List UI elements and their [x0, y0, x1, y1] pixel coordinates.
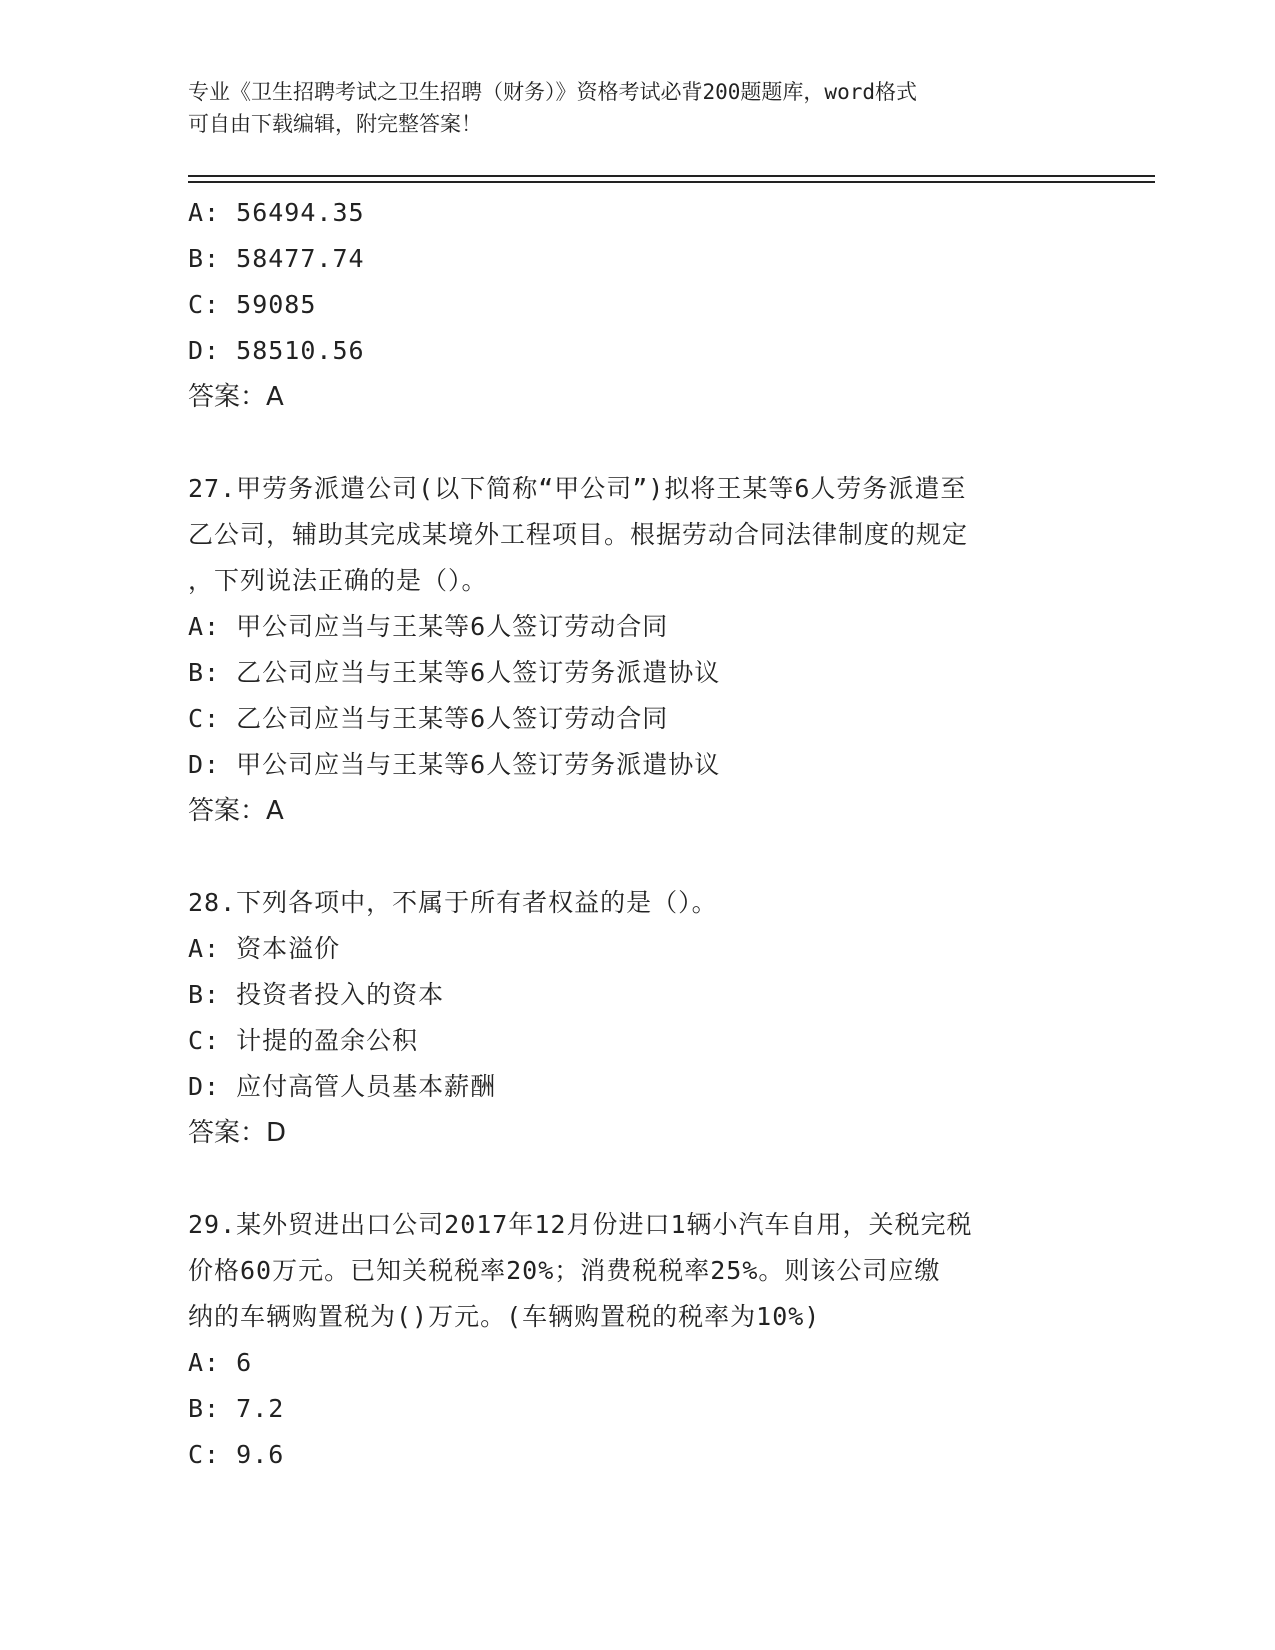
spacer: [188, 1156, 1068, 1202]
option-d: D: 甲公司应当与王某等6人签订劳务派遣协议: [188, 750, 721, 779]
question-stem-line: 纳的车辆购置税为()万元。(车辆购置税的税率为10%): [188, 1302, 821, 1331]
option-d: D: 应付高管人员基本薪酬: [188, 1072, 497, 1101]
document-header: [188, 76, 1068, 140]
spacer: [188, 834, 1068, 880]
option-d: D: 58510.56: [188, 336, 365, 365]
header-title-line-2: 可自由下载编辑，附完整答案！: [188, 112, 482, 136]
option-b: B: 58477.74: [188, 244, 365, 273]
answer-line: 答案：D: [188, 1118, 287, 1148]
spacer: [188, 420, 1068, 466]
option-a: A: 甲公司应当与王某等6人签订劳动合同: [188, 612, 669, 641]
question-29: [188, 1202, 1068, 1478]
answer-line: 答案：A: [188, 796, 284, 826]
question-stem-line: 27.甲劳务派遣公司(以下简称“甲公司”)拟将王某等6人劳务派遣至: [188, 474, 967, 503]
question-28: [188, 880, 1068, 1156]
answer-line: 答案：A: [188, 382, 284, 412]
question-stem-line: 乙公司，辅助其完成某境外工程项目。根据劳动合同法律制度的规定: [188, 520, 969, 549]
header-divider-bottom: [188, 181, 1155, 183]
question-27: [188, 466, 1068, 834]
question-list: [188, 190, 1068, 1478]
option-a: A: 6: [188, 1348, 253, 1377]
header-divider-top: [188, 175, 1155, 177]
option-a: A: 56494.35: [188, 198, 365, 227]
question-26-continued: [188, 190, 1068, 420]
option-c: C: 计提的盈余公积: [188, 1026, 419, 1055]
question-stem-line: 价格60万元。已知关税税率20%；消费税税率25%。则该公司应缴: [188, 1256, 941, 1285]
option-c: C: 59085: [188, 290, 317, 319]
option-b: B: 乙公司应当与王某等6人签订劳务派遣协议: [188, 658, 721, 687]
question-stem-line: 29.某外贸进出口公司2017年12月份进口1辆小汽车自用，关税完税: [188, 1210, 973, 1239]
option-b: B: 7.2: [188, 1394, 285, 1423]
question-stem-line: ，下列说法正确的是（）。: [188, 566, 488, 595]
header-title-line-1: 专业《卫生招聘考试之卫生招聘（财务）》资格考试必背200题题库，word格式: [188, 80, 917, 104]
option-c: C: 乙公司应当与王某等6人签订劳动合同: [188, 704, 669, 733]
option-c: C: 9.6: [188, 1440, 285, 1469]
question-stem-line: 28.下列各项中，不属于所有者权益的是（）。: [188, 888, 718, 917]
option-b: B: 投资者投入的资本: [188, 980, 445, 1009]
option-a: A: 资本溢价: [188, 934, 341, 963]
